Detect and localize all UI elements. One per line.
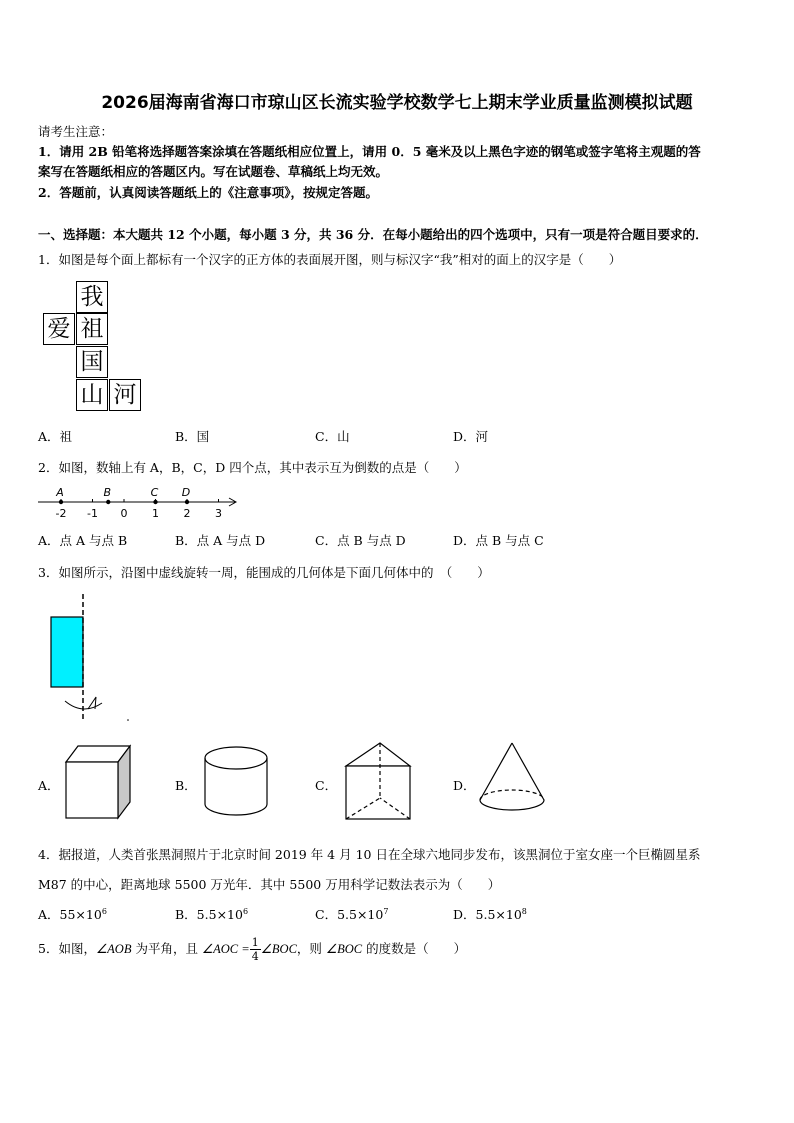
q1-option-b[interactable]: B．国	[175, 429, 210, 444]
page-title: 2026届海南省海口市琼山区长流实验学校数学七上期末学业质量监测模拟试题	[101, 93, 693, 113]
question-5-stem: 5．如图，∠AOB 为平角，且 ∠AOC = $\frac{1}{4}$ ∠BOC，则 ∠BOC 的度数是（ ）	[38, 936, 467, 963]
point-c	[153, 500, 157, 504]
q4-option-b[interactable]: B．$5.5\times 10^6$	[175, 906, 249, 922]
question-1-stem: 1．如图是每个面上都标有一个汉字的正方体的表面展开图，则与标汉字“我”相对的面上的汉字是（ ）	[38, 252, 622, 267]
cone-shape	[474, 740, 550, 820]
fraction-one-quarter: $\frac{1}{4}$	[251, 936, 259, 963]
q3-option-b-label[interactable]: B．	[175, 778, 197, 793]
q2-option-a[interactable]: A．点 A 与点 B	[38, 533, 128, 548]
section-heading: 一、选择题：本大题共 12 个小题，每小题 3 分，共 36 分．在每小题给出的四个选项中，只有一项是符合题目要求的．	[38, 227, 708, 242]
notice-item-2: 2．答题前，认真阅读答题纸上的《注意事项》，按规定答题。	[38, 185, 378, 200]
point-b	[106, 500, 110, 504]
question-4-stem-line-1: 4．据报道，人类首张黑洞照片于北京时间 2019 年 4 月 10 日在全球六地同步发布，该黑洞位于室女座一个巨椭圆星系	[38, 847, 701, 862]
rotation-arrow	[88, 697, 96, 709]
point-label-d: D	[181, 486, 191, 499]
cylinder-shape	[202, 744, 272, 820]
q4-option-d[interactable]: D．$5.5\times 10^8$	[453, 906, 527, 922]
q1-option-d[interactable]: D．河	[453, 429, 489, 444]
q2-option-c[interactable]: C．点 B 与点 D	[315, 533, 406, 548]
q2-option-b[interactable]: B．点 A 与点 D	[175, 533, 266, 548]
tick-label: -2	[55, 507, 67, 520]
q1-option-c[interactable]: C．山	[315, 429, 350, 444]
q4-option-a[interactable]: A．$55\times 10^6$	[38, 906, 107, 922]
point-d	[185, 500, 189, 504]
q1-option-a[interactable]: A．祖	[38, 429, 73, 444]
cube-shape	[64, 744, 132, 820]
tick-label: 0	[120, 507, 128, 520]
point-label-c: C	[150, 486, 159, 499]
net-cell-guo: 国	[76, 346, 108, 378]
q2-option-d[interactable]: D．点 B 与点 C	[453, 533, 544, 548]
tick-label: 2	[183, 507, 191, 520]
net-cell-zu: 祖	[76, 313, 108, 345]
blue-rectangle	[51, 617, 83, 687]
number-line	[30, 482, 245, 522]
point-label-b: B	[103, 486, 112, 499]
triangular-prism-shape	[340, 741, 416, 821]
tick-label: 3	[215, 507, 222, 520]
q3-option-d-label[interactable]: D．	[453, 778, 476, 793]
tick-label: 1	[152, 507, 159, 520]
q4-option-c[interactable]: C．$5.5\times 10^7$	[315, 906, 389, 922]
question-3-stem: 3．如图所示，沿图中虚线旋转一周，能围成的几何体是下面几何体中的 （ ）	[38, 565, 490, 580]
net-cell-he: 河	[109, 379, 141, 411]
net-cell-wo: 我	[76, 281, 108, 313]
question-4-stem-line-2: M87 的中心，距离地球 5500 万光年．其中 5500 万用科学记数法表示为（ ）	[38, 877, 501, 892]
notice-item-1-line-1: 1．请用 2B 铅笔将选择题答案涂填在答题纸相应位置上，请用 0．5 毫米及以上黑色字迹的钢笔或签字笔将主观题的答	[38, 144, 701, 159]
point-label-a: A	[56, 486, 64, 499]
point-a	[59, 500, 63, 504]
notice-item-1-line-2: 案写在答题纸相应的答题区内。写在试题卷、草稿纸上均无效。	[38, 164, 389, 179]
q3-option-a-label[interactable]: A．	[38, 778, 60, 793]
tick-label: -1	[87, 507, 98, 520]
net-cell-ai: 爱	[43, 313, 75, 345]
rotation-figure	[40, 594, 140, 724]
question-2-stem: 2．如图，数轴上有 A，B，C，D 四个点，其中表示互为倒数的点是（ ）	[38, 460, 467, 475]
q3-option-c-label[interactable]: C．	[315, 778, 338, 793]
net-cell-shan: 山	[76, 379, 108, 411]
notice-header: 请考生注意：	[38, 124, 114, 139]
